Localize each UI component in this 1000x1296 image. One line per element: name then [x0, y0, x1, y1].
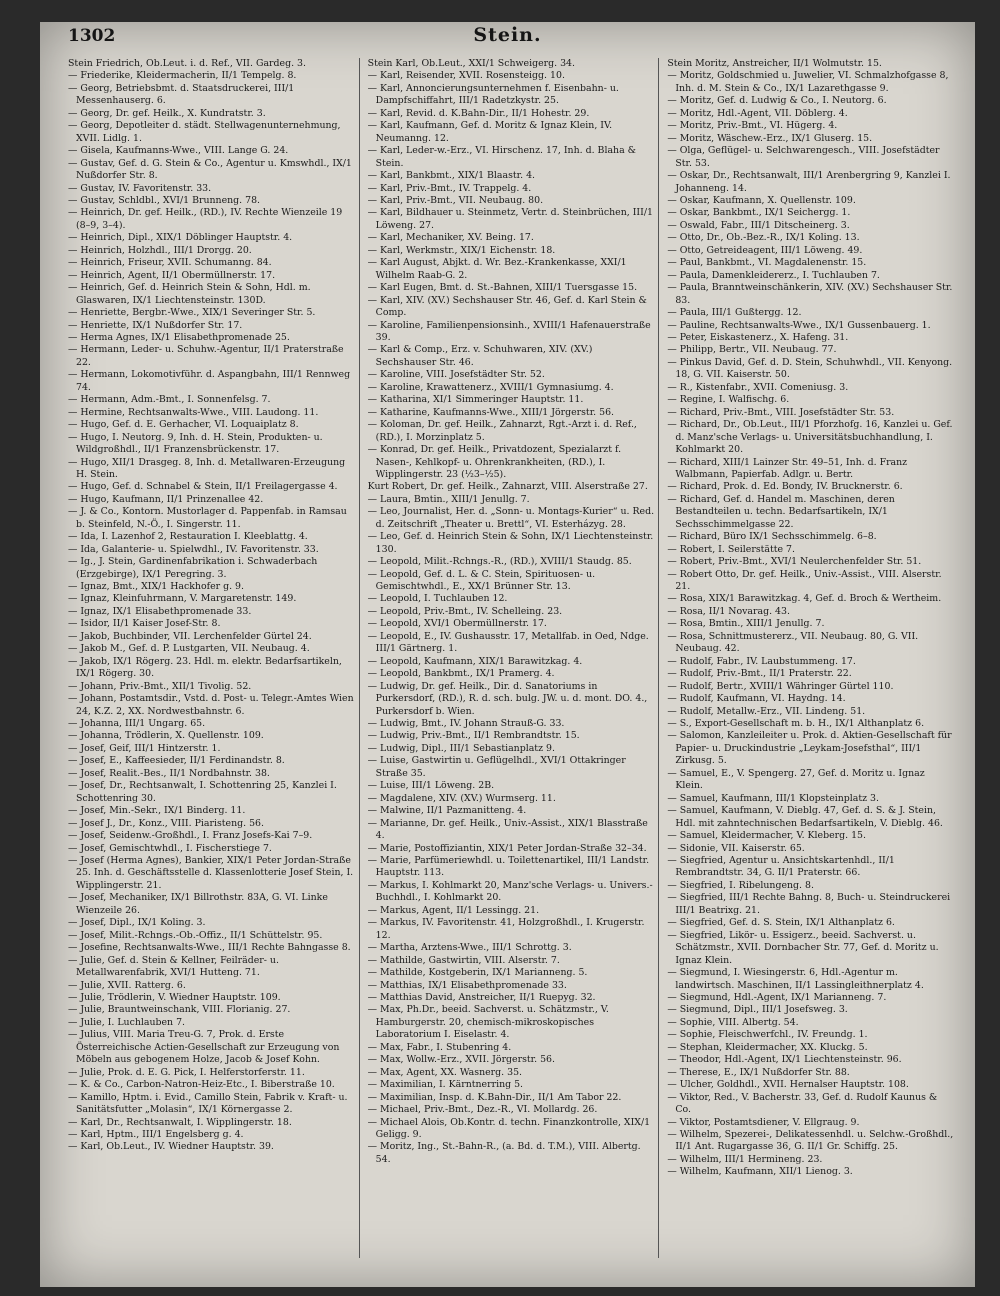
directory-entry: — Pauline, Rechtsanwalts-Wwe., IX/1 Gussenbauerg. 1.	[667, 319, 931, 331]
directory-entry: — Leopold, I. Tuchlauben 12.	[367, 593, 508, 605]
directory-entry: — Karl Eugen, Bmt. d. St.-Bahnen, XIII/1 Tuersgasse 15.	[367, 282, 638, 294]
directory-entry: — Leo, Journalist, Her. d. „Sonn- u. Montags-Kurier“ u. Red. d. Zeitschrift „Theater u. Brettl“, VI. Esterházyg. 28.	[367, 506, 655, 530]
directory-entry: — Hermann, Lokomotivführ. d. Aspangbahn, III/1 Rennweg 74.	[68, 369, 351, 393]
directory-entry: — Kamillo, Hptm. i. Evid., Camillo Stein, Fabrik v. Kraft- u. Sanitätsfutter „Molasin“, IX/1 Körnergasse 2.	[68, 1091, 348, 1116]
directory-entry: — Theodor, Hdl.-Agent, IX/1 Liechtensteinstr. 96.	[667, 1054, 902, 1066]
directory-entry: — Karl, XIV. (XV.) Sechshauser Str. 46, Gef. d. Karl Stein & Comp.	[367, 294, 647, 319]
directory-entry: — Siegmund, Dipl., III/1 Josefsweg. 3.	[667, 1004, 848, 1016]
directory-entry: — Robert, I. Seilerstätte 7.	[667, 543, 795, 555]
directory-entry: — Karl, Leder-w.-Erz., VI. Hirschenz. 17, Inh. d. Blaha & Stein.	[367, 145, 636, 169]
directory-entry: — Ludwig, Bmt., IV. Johann Strauß-G. 33.	[367, 718, 565, 730]
directory-entry: — Heinrich, Dr. gef. Heilk., (RD.), IV. Rechte Wienzeile 19 (8–9, 3–4).	[68, 207, 343, 231]
directory-entry: — Martha, Arztens-Wwe., III/1 Schrottg. 3.	[367, 942, 572, 954]
directory-entry: — Ulcher, Goldhdl., XVII. Hernalser Hauptstr. 108.	[667, 1079, 909, 1091]
directory-entry: — Heinrich, Friseur, XVII. Schumanng. 84.	[68, 257, 272, 269]
directory-entry: Stein Friedrich, Ob.Leut. i. d. Ref., VII. Gardeg. 3.	[68, 58, 306, 69]
directory-entry: — Rudolf, Fabr., IV. Laubstummeng. 17.	[667, 655, 856, 667]
directory-entry: — Rudolf, Bertr., XVIII/1 Währinger Gürtel 110.	[667, 680, 894, 692]
directory-entry: — Michael, Priv.-Bmt., Dez.-R., VI. Mollardg. 26.	[367, 1104, 598, 1116]
directory-entry: — Katharina, XI/1 Simmeringer Hauptstr. 11.	[367, 394, 584, 406]
directory-entry: — Karl & Comp., Erz. v. Schuhwaren, XIV. (XV.) Sechshauser Str. 46.	[367, 344, 593, 368]
directory-entry: — Siegmund, I. Wiesingerstr. 6, Hdl.-Agentur m. landwirtsch. Maschinen, II/1 Lassingleithnerplatz 4.	[667, 967, 924, 991]
directory-entry: — Ig., J. Stein, Gardinenfabrikation i. Schwaderbach (Erzgebirge), IX/1 Peregring. 3.	[68, 556, 318, 580]
directory-entry: — Gustav, IV. Favoritenstr. 33.	[68, 182, 212, 194]
directory-entry: — Ludwig, Dr. gef. Heilk., Dir. d. Sanatoriums in Purkersdorf, (RD.), R. d. sch. bulg. JW. u. d. mont. DO. 4., Purkersdorf b. Wien.	[367, 680, 648, 717]
directory-entry: — Samuel, Kaufmann, III/1 Klopsteinplatz 3.	[667, 792, 880, 804]
directory-entry: — Ludwig, Priv.-Bmt., II/1 Rembrandtstr. 15.	[367, 730, 580, 742]
directory-entry: — Marie, Parfümeriewhdl. u. Toilettenartikel, III/1 Landstr. Hauptstr. 113.	[367, 855, 650, 879]
directory-entry: — Josef, Dr., Rechtsanwalt, I. Schottenring 25, Kanzlei I. Schottenring 30.	[68, 780, 337, 804]
directory-entry: — Sophie, VIII. Albertg. 54.	[667, 1016, 799, 1028]
directory-entry: — Karoline, Familienpensionsinh., XVIII/1 Hafenauerstraße 39.	[367, 319, 651, 343]
directory-entry: — Konrad, Dr. gef. Heilk., Privatdozent, Spezialarzt f. Nasen-, Kehlkopf- u. Ohrenkrankheiten, (RD.), I. Wipplingerstr. 23 (½3–½5).	[367, 444, 622, 480]
directory-entry: — Hermann, Leder- u. Schuhw.-Agentur, II/1 Praterstraße 22.	[68, 344, 344, 368]
directory-entry: — J. & Co., Kontorn. Mustorlager d. Pappenfab. in Ramsau b. Steinfeld, N.-Ö., I. Singerstr. 11.	[68, 506, 347, 530]
directory-entry: — Oskar, Bankbmt., IX/1 Seichergg. 1.	[667, 207, 851, 219]
directory-entry: — Josef J., Dr., Konz., VIII. Piaristeng. 56.	[68, 817, 265, 829]
directory-entry: — Julie, Trödlerin, V. Wiedner Hauptstr. 109.	[68, 991, 281, 1003]
directory-entry: — Julie, I. Luchlauben 7.	[68, 1016, 186, 1028]
directory-entry: — Ignaz, Kleinfuhrmann, V. Margaretenstr. 149.	[68, 593, 297, 605]
directory-entry: — Hugo, Gef. d. E. Gerhacher, VI. Loquaiplatz 8.	[68, 419, 299, 431]
directory-entry: — Karl, Revid. d. K.Bahn-Dir., II/1 Hohestr. 29.	[367, 107, 590, 119]
directory-entry: — Johanna, III/1 Ungarg. 65.	[68, 718, 206, 730]
directory-entry: — Josef, Dipl., IX/1 Koling. 3.	[68, 917, 206, 929]
directory-entry: — Moritz, Wäschew.-Erz., IX/1 Gluserg. 15.	[667, 132, 873, 144]
directory-entry: — Olga, Geflügel- u. Selchwarengesch., VIII. Josefstädter Str. 53.	[667, 145, 940, 169]
directory-entry: — Josef, E., Kaffeesieder, II/1 Ferdinandstr. 8.	[68, 755, 285, 767]
directory-entry: — Therese, E., IX/1 Nußdorfer Str. 88.	[667, 1066, 850, 1078]
page-number: 1302	[68, 26, 116, 46]
directory-entry: — Siegfried, Likör- u. Essigerz., beeid. Sachverst. u. Schätzmstr., XVII. Dornbacher Str. 77, Gef. d. Moritz u. Ignaz Klein.	[667, 929, 939, 966]
directory-entry: — Ida, Galanterie- u. Spielwdhl., IV. Favoritenstr. 33.	[68, 543, 319, 555]
directory-entry: — Otto, Dr., Ob.-Bez.-R., IX/1 Koling. 13.	[667, 232, 860, 244]
directory-entry: — Salomon, Kanzleileiter u. Prok. d. Aktien-Gesellschaft für Papier- u. Druckindustrie „Leykam-Josefsthal“, III/1 Zirkusg. 5.	[667, 730, 952, 767]
directory-entry: — Josef, Realit.-Bes., II/1 Nordbahnstr. 38.	[68, 767, 270, 779]
directory-entry: — Rudolf, Metallw.-Erz., VII. Lindeng. 51.	[667, 705, 866, 717]
directory-entry: — Heinrich, Gef. d. Heinrich Stein & Sohn, Hdl. m. Glaswaren, IX/1 Liechtensteinstr. 130D.	[68, 282, 311, 306]
directory-entry: — Stephan, Kleidermacher, XX. Kluckg. 5.	[667, 1041, 868, 1053]
directory-entry: — Leopold, Milit.-Rchngs.-R., (RD.), XVIII/1 Staudg. 85.	[367, 556, 632, 568]
directory-entry: — Hugo, I. Neutorg. 9, Inh. d. H. Stein, Produkten- u. Wildgroßhdl., II/1 Franzensbrückenstr. 17.	[68, 431, 323, 456]
directory-entry: — Sophie, Fleischwerfchl., IV. Freundg. 1.	[667, 1029, 868, 1041]
directory-entry: — Karl, Reisender, XVII. Rosensteigg. 10.	[367, 70, 565, 82]
directory-entry: — Karl, Bankbmt., XIX/1 Blaastr. 4.	[367, 170, 536, 182]
directory-entry: — Richard, Gef. d. Handel m. Maschinen, deren Bestandteilen u. techn. Bedarfsartikeln, IX/1 Sechsschimmelgasse 22.	[667, 493, 895, 530]
directory-entry: — Johann, Postamtsdir., Vstd. d. Post- u. Telegr.-Amtes Wien 24, K.Z. 2, XX. Nordwestbahnstr. 6.	[68, 693, 354, 717]
directory-entry: — Ludwig, Dipl., III/1 Sebastianplatz 9.	[367, 742, 555, 754]
directory-entry: — Oskar, Kaufmann, X. Quellenstr. 109.	[667, 194, 856, 206]
directory-entry: — Wilhelm, Spezerei-, Delikatessenhdl. u. Selchw.-Großhdl., II/1 Ant. Rugargasse 36, G. II/1 Gr. Schiffg. 25.	[667, 1128, 954, 1153]
directory-entry: — Rudolf, Priv.-Bmt., II/1 Praterstr. 22.	[667, 668, 852, 680]
directory-entry: — Karl, Priv.-Bmt., VII. Neubaug. 80.	[367, 194, 544, 206]
directory-entry: — Heinrich, Dipl., XIX/1 Döblinger Hauptstr. 4.	[68, 232, 293, 244]
directory-entry: — Peter, Eiskastenerz., X. Hafeng. 31.	[667, 331, 849, 343]
directory-entry: — Siegfried, III/1 Rechte Bahng. 8, Buch- u. Steindruckerei III/1 Beatrixg. 21.	[667, 892, 951, 916]
directory-entry: — Julie, Brauntweinschank, VIII. Florianig. 27.	[68, 1004, 291, 1016]
directory-entry: — Moritz, Goldschmied u. Juwelier, VI. Schmalzhofgasse 8, Inh. d. M. Stein & Co., IX/1 Lazarethgasse 9.	[667, 70, 949, 94]
directory-entry: — Rosa, Schnittmustererz., VII. Neubaug. 80, G. VII. Neubaug. 42.	[667, 630, 919, 655]
directory-entry: — R., Kistenfabr., XVII. Comeniusg. 3.	[667, 381, 849, 393]
directory-entry: — Hugo, XII/1 Drasgeg. 8, Inh. d. Metallwaren-Erzeugung H. Stein.	[68, 456, 346, 480]
directory-entry: — Hermann, Adm.-Bmt., I. Sonnenfelsg. 7.	[68, 394, 271, 406]
directory-entry: Kurt Robert, Dr. gef. Heilk., Zahnarzt, VIII. Alserstraße 27.	[367, 481, 648, 493]
directory-entry: — Jakob M., Gef. d. P. Lustgarten, VII. Neubaug. 4.	[68, 643, 310, 655]
directory-entry: — Robert, Priv.-Bmt., XVI/1 Neulerchenfelder Str. 51.	[667, 556, 922, 568]
directory-entry: — Paula, III/1 Gußtergg. 12.	[667, 307, 802, 319]
directory-entry: — Markus, IV. Favoritenstr. 41, Holzgroßhdl., I. Krugerstr. 12.	[367, 917, 645, 941]
directory-entry: — Jakob, IX/1 Rögerg. 23. Hdl. m. elektr. Bedarfsartikeln, IX/1 Rögerg. 30.	[68, 655, 342, 680]
column-3	[667, 58, 958, 1258]
directory-entry: — Jakob, Buchbinder, VII. Lerchenfelder Gürtel 24.	[68, 630, 312, 642]
directory-entry: — Moritz, Ing., St.-Bahn-R., (a. Bd. d. T.M.), VIII. Albertg. 54.	[367, 1141, 641, 1165]
directory-entry: — Karl, Ob.Leut., IV. Wiedner Hauptstr. 39.	[68, 1141, 274, 1153]
directory-entry: — Paula, Damenkleidererz., I. Tuchlauben 7.	[667, 269, 880, 281]
directory-page	[40, 22, 975, 1287]
directory-entry: — Julie, Prok. d. E. G. Pick, I. Helferstorferstr. 11.	[68, 1066, 305, 1078]
directory-entry: — Paul, Bankbmt., VI. Magdalenenstr. 15.	[667, 257, 867, 269]
directory-entry: — Otto, Getreideagent, III/1 Löweng. 49.	[667, 244, 863, 256]
directory-entry: — Siegfried, Gef. d. S. Stein, IX/1 Althanplatz 6.	[667, 917, 895, 929]
directory-entry: — Hugo, Kaufmann, II/1 Prinzenallee 42.	[68, 493, 264, 505]
directory-entry: — Karl, Priv.-Bmt., IV. Trappelg. 4.	[367, 182, 532, 194]
directory-entry: — Johanna, Trödlerin, X. Quellenstr. 109.	[68, 730, 264, 742]
directory-entry: — Magdalene, XIV. (XV.) Wurmserg. 11.	[367, 792, 556, 804]
directory-entry: — Henriette, IX/1 Nußdorfer Str. 17.	[68, 319, 243, 331]
directory-entry: — Viktor, Postamtsdiener, V. Ellgraug. 9.	[667, 1116, 860, 1128]
directory-entry: — Ida, I. Lazenhof 2, Restauration I. Kleeblattg. 4.	[68, 531, 308, 543]
directory-entry: — Georg, Dr. gef. Heilk., X. Kundratstr. 3.	[68, 107, 266, 119]
directory-entry: — Gisela, Kaufmanns-Wwe., VIII. Lange G. 24.	[68, 145, 289, 157]
directory-entry: — Richard, Prok. d. Ed. Bondy, IV. Brucknerstr. 6.	[667, 481, 903, 493]
directory-entry: — Henriette, Bergbr.-Wwe., XIX/1 Severinger Str. 5.	[68, 307, 316, 319]
directory-entry: — Moritz, Hdl.-Agent, VII. Döblerg. 4.	[667, 107, 848, 119]
directory-entry: — Julie, XVII. Ratterg. 6.	[68, 979, 186, 991]
directory-entry: — Maximilian, Insp. d. K.Bahn-Dir., II/1 Am Tabor 22.	[367, 1091, 622, 1103]
directory-entry: — Gustav, Schldbl., XVI/1 Brunneng. 78.	[68, 194, 261, 206]
directory-entry: — Rosa, XIX/1 Barawitzkag. 4, Gef. d. Broch & Wertheim.	[667, 593, 942, 605]
directory-entry: — Moritz, Gef. d. Ludwig & Co., I. Neutorg. 6.	[667, 95, 887, 107]
directory-entry: — Karl, Kaufmann, Gef. d. Moritz & Ignaz Klein, IV. Neumanng. 12.	[367, 120, 613, 144]
directory-entry: — Leopold, XVI/1 Obermüllnerstr. 17.	[367, 618, 547, 630]
directory-entry: — Hermine, Rechtsanwalts-Wwe., VIII. Laudong. 11.	[68, 406, 319, 418]
directory-entry: — Mathilde, Gastwirtin, VIII. Alserstr. 7.	[367, 954, 560, 966]
directory-entry: — Max, Ph.Dr., beeid. Sachverst. u. Schätzmstr., V. Hamburgerstr. 20, chemisch-mikroskopisches Laboratorium I. Eiselastr. 4.	[367, 1004, 609, 1041]
directory-entry: — Richard, Büro IX/1 Sechsschimmelg. 6–8.	[667, 531, 877, 543]
directory-entry: — Georg, Depotleiter d. städt. Stellwagenunternehmung, XVII. Lidlg. 1.	[68, 120, 341, 144]
directory-entry: — Max, Fabr., I. Stubenring 4.	[367, 1041, 512, 1053]
directory-entry: — Samuel, E., V. Spengerg. 27, Gef. d. Moritz u. Ignaz Klein.	[667, 767, 925, 792]
directory-entry: — Katharine, Kaufmanns-Wwe., XIII/1 Jörgerstr. 56.	[367, 406, 615, 418]
directory-entry: — Karl, Mechaniker, XV. Being. 17.	[367, 232, 534, 244]
directory-entry: — Gustav, Gef. d. G. Stein & Co., Agentur u. Kmswhdl., IX/1 Nußdorfer Str. 8.	[68, 157, 352, 182]
directory-entry: — Siegfried, Agentur u. Ansichtskartenhdl., II/1 Rembrandtstr. 34, G. II/1 Praterstr. 66.	[667, 855, 895, 879]
directory-entry: — Wilhelm, III/1 Hermineng. 23.	[667, 1153, 823, 1165]
directory-entry: — Pinkus David, Gef. d. D. Stein, Schuhwhdl., VII. Kenyong. 18, G. VII. Kaiserstr. 50.	[667, 356, 953, 381]
page-header	[40, 22, 975, 62]
directory-entry: — Leopold, Bankbmt., IX/1 Pramerg. 4.	[367, 668, 555, 680]
directory-entry: — Karl, Werkmstr., XIX/1 Eichenstr. 18.	[367, 244, 556, 256]
directory-entry: — Luise, III/1 Löweng. 2B.	[367, 780, 495, 792]
directory-entry: — Rosa, Bmtin., XIII/1 Jenullg. 7.	[667, 618, 825, 630]
directory-entry: — Isidor, II/1 Kaiser Josef-Str. 8.	[68, 618, 221, 630]
directory-entry: — Leopold, E., IV. Gushausstr. 17, Metallfab. in Oed, Ndge. III/1 Gärtnerg. 1.	[367, 630, 649, 655]
directory-entry: — Viktor, Red., V. Bacherstr. 33, Gef. d. Rudolf Kaunus & Co.	[667, 1091, 938, 1116]
directory-entry: — Josef, Milit.-Rchngs.-Ob.-Offiz., II/1 Schüttelstr. 95.	[68, 929, 323, 941]
directory-entry: — Sidonie, VII. Kaiserstr. 65.	[667, 842, 805, 854]
directory-entry: — Max, Wollw.-Erz., XVII. Jörgerstr. 56.	[367, 1054, 555, 1066]
directory-entry: — Rudolf, Kaufmann, VI. Haydng. 14.	[667, 693, 846, 705]
directory-entry: — Moritz, Priv.-Bmt., VI. Hügerg. 4.	[667, 120, 838, 132]
directory-entry: — Julie, Gef. d. Stein & Kellner, Feilräder- u. Metallwarenfabrik, XVI/1 Hutteng. 71.	[68, 954, 279, 979]
directory-entry: — Julius, VIII. Maria Treu-G. 7, Prok. d. Erste Österreichische Actien-Gesellschaft zur Erzeugung von Möbeln aus gebogenem Holze, Jacob & Josef Kohn.	[68, 1029, 340, 1066]
directory-entry: — Siegmund, Hdl.-Agent, IX/1 Marianneng. 7.	[667, 991, 887, 1003]
column-2	[368, 58, 660, 1258]
directory-entry: — Herma Agnes, IX/1 Elisabethpromenade 25.	[68, 331, 290, 343]
directory-entry: — Robert Otto, Dr. gef. Heilk., Univ.-Assist., VIII. Alserstr. 21.	[667, 568, 942, 593]
directory-entry: — Philipp, Bertr., VII. Neubaug. 77.	[667, 344, 837, 356]
directory-entry: — Richard, XIII/1 Lainzer Str. 49–51, Inh. d. Franz Walbmann, Papierfab. Adlgr. u. Bertr.	[667, 456, 908, 480]
directory-entry: — S., Export-Gesellschaft m. b. H., IX/1 Althanplatz 6.	[667, 718, 925, 730]
entry-columns	[68, 58, 958, 1258]
directory-entry: — Josef, Seidenw.-Großhdl., I. Franz Josefs-Kai 7–9.	[68, 830, 313, 842]
directory-entry: — Ignaz, Bmt., XIX/1 Hackhofer g. 9.	[68, 581, 244, 593]
directory-entry: — Josefine, Rechtsanwalts-Wwe., III/1 Rechte Bahngasse 8.	[68, 942, 351, 954]
directory-entry: — Michael Alois, Ob.Kontr. d. techn. Finanzkontrolle, XIX/1 Geligg. 9.	[367, 1116, 651, 1140]
directory-entry: Stein Karl, Ob.Leut., XXI/1 Schweigerg. 34.	[367, 58, 575, 69]
directory-entry: — Johann, Priv.-Bmt., XII/1 Tivolig. 52.	[68, 680, 252, 692]
directory-entry: — Karl, Dr., Rechtsanwalt, I. Wipplingerstr. 18.	[68, 1116, 292, 1128]
directory-entry: — Luise, Gastwirtin u. Geflügelhdl., XVI/1 Ottakringer Straße 35.	[367, 755, 626, 779]
directory-entry: — Mathilde, Kostgeberin, IX/1 Marianneng. 5.	[367, 967, 588, 979]
directory-entry: — Malwine, II/1 Pazmanitteng. 4.	[367, 805, 527, 817]
running-title: Stein.	[473, 24, 542, 46]
directory-entry: — Josef, Mechaniker, IX/1 Billrothstr. 83A, G. VI. Linke Wienzeile 26.	[68, 892, 328, 916]
directory-entry: — Richard, Dr., Ob.Leut., III/1 Pforzhofg. 16, Kanzlei u. Gef. d. Manz'sche Verlags- u. Universitätsbuchhandlung, I. Kohlmarkt 20.	[667, 419, 953, 456]
directory-entry: — Markus, Agent, II/1 Lessingg. 21.	[367, 904, 540, 916]
directory-entry: — Josef, Geif, III/1 Hintzerstr. 1.	[68, 742, 221, 754]
directory-entry: — Ignaz, IX/1 Elisabethpromenade 33.	[68, 605, 252, 617]
directory-entry: — Josef (Herma Agnes), Bankier, XIX/1 Peter Jordan-Straße 25. Inh. d. Geschäftsstelle d. Klassenlotterie Josef Stein, I. Wipplingerstr. 21.	[68, 855, 354, 891]
directory-entry: — Rosa, II/1 Novarag. 43.	[667, 605, 790, 617]
directory-entry: — Richard, Priv.-Bmt., VIII. Josefstädter Str. 53.	[667, 406, 895, 418]
directory-entry: — Regine, I. Walfischg. 6.	[667, 394, 790, 406]
directory-entry: — Maximilian, I. Kärntnerring 5.	[367, 1079, 524, 1091]
directory-entry: — Oswald, Fabr., III/1 Ditscheinerg. 3.	[667, 219, 850, 231]
column-1	[68, 58, 360, 1258]
directory-entry: — Josef, Min.-Sekr., IX/1 Binderg. 11.	[68, 805, 246, 817]
directory-entry: — Markus, I. Kohlmarkt 20, Manz'sche Verlags- u. Univers.-Buchhdl., I. Kohlmarkt 20.	[367, 879, 653, 904]
directory-entry: — Samuel, Kleidermacher, V. Kleberg. 15.	[667, 830, 866, 842]
directory-entry: — Paula, Branntweinschänkerin, XIV. (XV.) Sechshauser Str. 83.	[667, 282, 953, 306]
directory-entry: — Karoline, VIII. Josefstädter Str. 52.	[367, 369, 545, 381]
directory-entry: — Josef, Gemischtwhdl., I. Fischerstiege 7.	[68, 842, 272, 854]
directory-entry: — Matthias, IX/1 Elisabethpromenade 33.	[367, 979, 567, 991]
directory-entry: — Oskar, Dr., Rechtsanwalt, III/1 Arenbergring 9, Kanzlei I. Johanneng. 14.	[667, 170, 951, 194]
directory-entry: Stein Moritz, Anstreicher, II/1 Wolmutstr. 15.	[667, 58, 882, 69]
directory-entry: — Karl, Bildhauer u. Steinmetz, Vertr. d. Steinbrüchen, III/1 Löweng. 27.	[367, 207, 653, 231]
directory-entry: — Siegfried, I. Ribelungeng. 8.	[667, 879, 814, 891]
directory-entry: — Wilhelm, Kaufmann, XII/1 Lienog. 3.	[667, 1166, 853, 1178]
directory-entry: — Friederike, Kleidermacherin, II/1 Tempelg. 8.	[68, 70, 297, 82]
directory-entry: — Marianne, Dr. gef. Heilk., Univ.-Assist., XIX/1 Blasstraße 4.	[367, 817, 648, 842]
directory-entry: — Leo, Gef. d. Heinrich Stein & Sohn, IX/1 Liechtensteinstr. 130.	[367, 531, 654, 555]
directory-entry: — K. & Co., Carbon-Natron-Heiz-Etc., I. Biberstraße 10.	[68, 1079, 335, 1091]
directory-entry: — Karl August, Abjkt. d. Wr. Bez.-Krankenkasse, XXI/1 Wilhelm Raab-G. 2.	[367, 257, 627, 281]
directory-entry: — Laura, Bmtin., XIII/1 Jenullg. 7.	[367, 493, 530, 505]
directory-entry: — Leopold, Priv.-Bmt., IV. Schelleing. 23.	[367, 605, 563, 617]
directory-entry: — Hugo, Gef. d. Schnabel & Stein, II/1 Freilagergasse 4.	[68, 481, 338, 493]
directory-entry: — Karl, Annoncierungsunternehmen f. Eisenbahn- u. Dampfschiffahrt, III/1 Radetzkystr. 25.	[367, 82, 619, 107]
directory-entry: — Marie, Postoffiziantin, XIX/1 Peter Jordan-Straße 32–34.	[367, 842, 647, 854]
directory-entry: — Heinrich, Agent, II/1 Obermüllnerstr. 17.	[68, 269, 276, 281]
directory-entry: — Georg, Betriebsbmt. d. Staatsdruckerei, III/1 Messenhauserg. 6.	[68, 82, 295, 107]
directory-entry: — Samuel, Kaufmann, V. Dieblg. 47, Gef. d. S. & J. Stein, Hdl. mit zahntechnischen Bedarfsartikeln, V. Dieblg. 46.	[667, 805, 943, 829]
directory-entry: — Max, Agent, XX. Wasnerg. 35.	[367, 1066, 523, 1078]
directory-entry: — Leopold, Kaufmann, XIX/1 Barawitzkag. 4.	[367, 655, 583, 667]
directory-entry: — Heinrich, Holzhdl., III/1 Drorgg. 20.	[68, 244, 252, 256]
directory-entry: — Karl, Hptm., III/1 Engelsberg g. 4.	[68, 1128, 244, 1140]
directory-entry: — Leopold, Gef. d. L. & C. Stein, Spirituosen- u. Gemischtwhdl., E., XX/1 Brünner Str. 13.	[367, 568, 596, 593]
directory-entry: — Matthias David, Anstreicher, II/1 Ruepyg. 32.	[367, 991, 596, 1003]
directory-entry: — Koloman, Dr. gef. Heilk., Zahnarzt, Rgt.-Arzt i. d. Ref., (RD.), I. Morzinplatz 5.	[367, 419, 637, 443]
directory-entry: — Karoline, Krawattenerz., XVIII/1 Gymnasiumg. 4.	[367, 381, 614, 393]
